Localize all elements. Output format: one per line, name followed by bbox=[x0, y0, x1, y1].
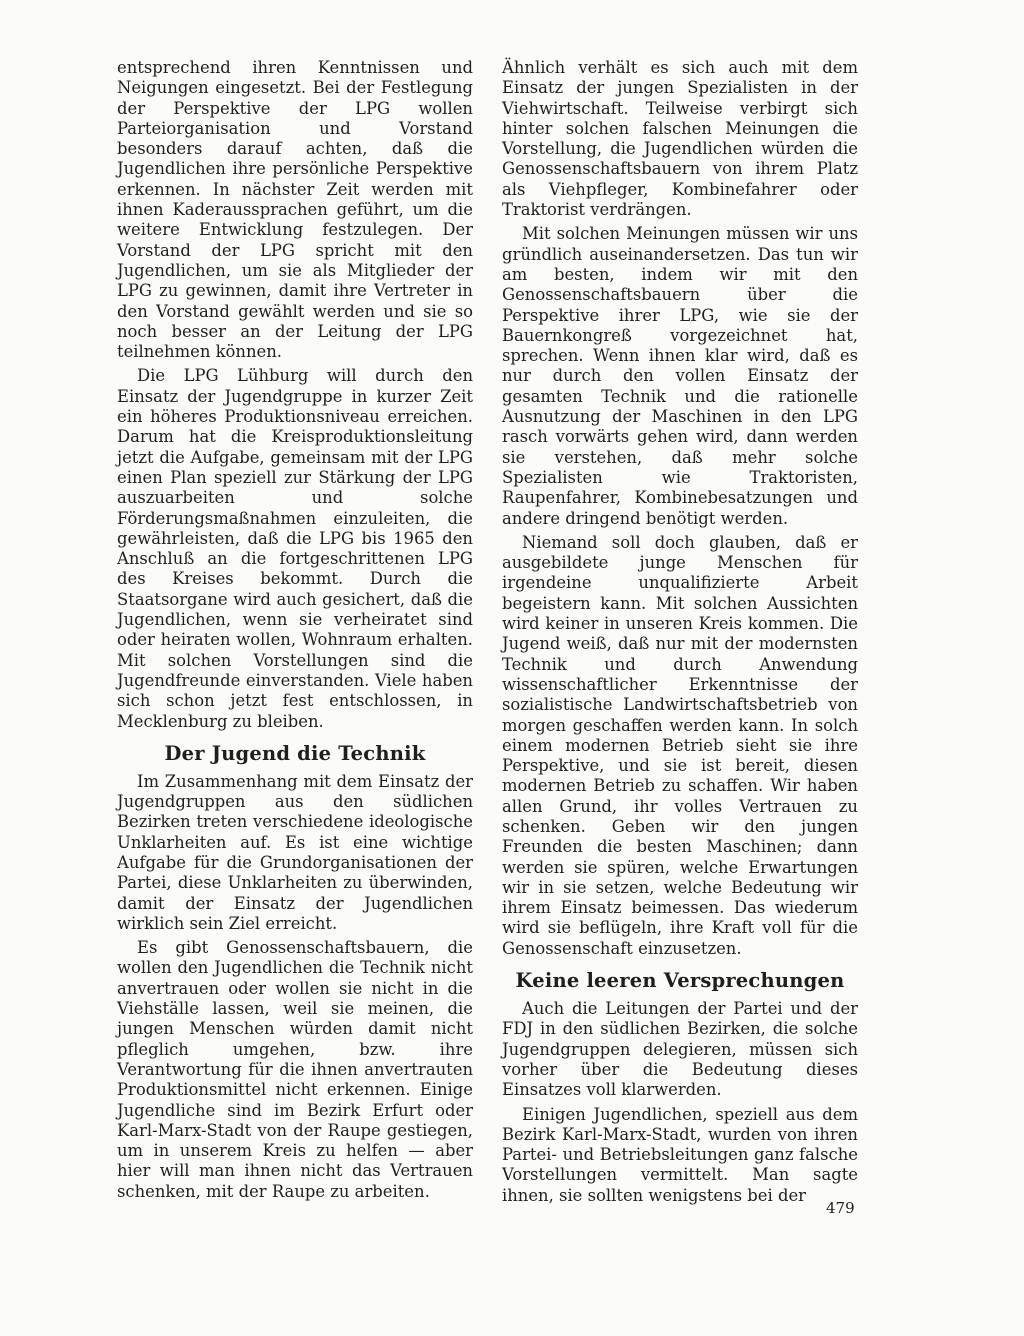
left-column bbox=[117, 58, 473, 1202]
paragraph: entsprechend ihren Kenntnissen und Neigungen eingesetzt. Bei der Festlegung der Perspektive der LPG wollen Parteiorganisation und Vorstand besonders darauf achten, daß die Jugendlichen ihre persönliche Perspektive erkennen. In nächster Zeit werden mit ihnen Kaderaussprachen geführt, um die weitere Entwicklung festzulegen. Der Vorstand der LPG spricht mit den Jugendlichen, um sie als Mitglieder der LPG zu gewinnen, damit ihre Vertreter in den Vorstand gewählt werden und sie so noch besser an der Leitung der LPG teilnehmen können. bbox=[117, 58, 473, 362]
paragraph: Auch die Leitungen der Partei und der FDJ in den südlichen Bezirken, die solche Jugendgruppen delegieren, müssen sich vorher über die Bedeutung dieses Einsatzes voll klarwerden. bbox=[502, 999, 858, 1100]
paragraph: Die LPG Lühburg will durch den Einsatz der Jugendgruppe in kurzer Zeit ein höheres Produktionsniveau erreichen. Darum hat die Kreisproduktionsleitung jetzt die Aufgabe, gemeinsam mit der LPG einen Plan speziell zur Stärkung der LPG auszuarbeiten und solche Förderungsmaßnahmen einzuleiten, die gewährleisten, daß die LPG bis 1965 den Anschluß an die fortgeschrittenen LPG des Kreises bekommt. Durch die Staatsorgane wird auch gesichert, daß die Jugendlichen, wenn sie verheiratet sind oder heiraten wollen, Wohnraum erhalten. Mit solchen Vorstellungen sind die Jugendfreunde einverstanden. Viele haben sich schon jetzt fest entschlossen, in Mecklenburg zu bleiben. bbox=[117, 366, 473, 731]
paragraph: Niemand soll doch glauben, daß er ausgebildete junge Menschen für irgendeine unqualifizierte Arbeit begeistern kann. Mit solchen Aussichten wird keiner in unseren Kreis kommen. Die Jugend weiß, daß nur mit der modernsten Technik und durch Anwendung wissenschaftlicher Erkenntnisse der sozialistische Landwirtschaftsbetrieb von morgen geschaffen werden kann. In solch einem modernen Betrieb sieht sie ihre Perspektive, und sie ist bereit, diesen modernen Betrieb zu schaffen. Wir haben allen Grund, ihr volles Vertrauen zu schenken. Geben wir den jungen Freunden die besten Maschinen; dann werden sie spüren, welche Erwartungen wir in sie setzen, welche Bedeutung wir ihrem Einsatz beimessen. Das wiederum wird sie beflügeln, ihre Kraft voll für die Genossenschaft einzusetzen. bbox=[502, 532, 858, 958]
right-column bbox=[502, 58, 858, 1206]
page-number: 479 bbox=[826, 1199, 855, 1217]
section-heading: Keine leeren Versprechungen bbox=[515, 969, 845, 993]
paragraph: Im Zusammenhang mit dem Einsatz der Jugendgruppen aus den südlichen Bezirken treten verschiedene ideologische Unklarheiten auf. Es ist eine wichtige Aufgabe für die Grundorganisationen der Partei, diese Unklarheiten zu überwinden, damit der Einsatz der Jugendlichen wirklich sein Ziel erreicht. bbox=[117, 771, 473, 933]
section-heading: Der Jugend die Technik bbox=[164, 741, 426, 765]
paragraph: Es gibt Genossenschaftsbauern, die wollen den Jugendlichen die Technik nicht anvertrauen oder wollen sie nicht in die Viehställe lassen, weil sie meinen, die jungen Menschen würden damit nicht pfleglich umgehen, bzw. ihre Verantwortung für die ihnen anvertrauten Produktionsmittel nicht erkennen. Einige Jugendliche sind im Bezirk Erfurt oder Karl-Marx-Stadt von der Raupe gestiegen, um in unserem Kreis zu helfen — aber hier will man ihnen nicht das Vertrauen schenken, mit der Raupe zu arbeiten. bbox=[117, 938, 473, 1201]
paragraph: Mit solchen Meinungen müssen wir uns gründlich auseinandersetzen. Das tun wir am besten, indem wir mit den Genossenschaftsbauern über die Perspektive ihrer LPG, wie sie der Bauernkongreß vorgezeichnet hat, sprechen. Wenn ihnen klar wird, daß es nur durch den vollen Einsatz der gesamten Technik und die rationelle Ausnutzung der Maschinen in den LPG rasch vorwärts gehen wird, dann werden sie verstehen, daß mehr solche Spezialisten wie Traktoristen, Raupenfahrer, Kombinebesatzungen und andere dringend benötigt werden. bbox=[502, 224, 858, 528]
paragraph: Ähnlich verhält es sich auch mit dem Einsatz der jungen Spezialisten in der Viehwirtschaft. Teilweise verbirgt sich hinter solchen falschen Meinungen die Vorstellung, die Jugendlichen würden die Genossenschaftsbauern von ihrem Platz als Viehpfleger, Kombinefahrer oder Traktorist verdrängen. bbox=[502, 58, 858, 220]
paragraph: Einigen Jugendlichen, speziell aus dem Bezirk Karl-Marx-Stadt, wurden von ihren Partei- und Betriebsleitungen ganz falsche Vorstellungen vermittelt. Man sagte ihnen, sie sollten wenigstens bei der bbox=[502, 1104, 858, 1205]
